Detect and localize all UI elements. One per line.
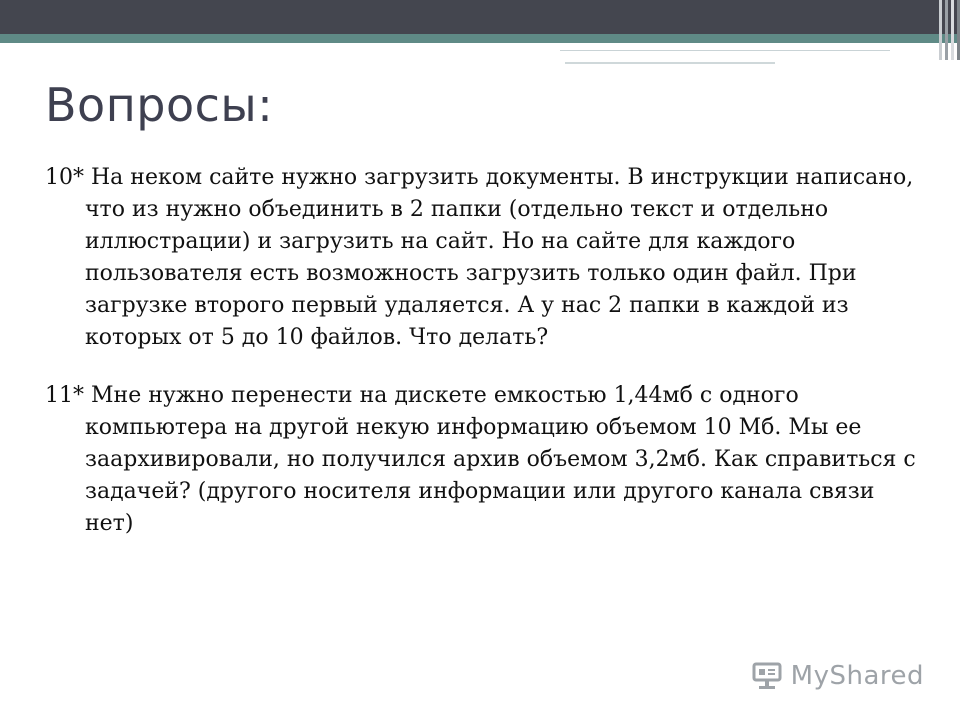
decorative-line <box>565 62 775 64</box>
slide-top-bar <box>0 0 960 34</box>
question-number: 10* <box>45 165 84 190</box>
slide-accent-bar <box>0 34 960 43</box>
decorative-line <box>560 50 890 53</box>
question-number: 11* <box>45 383 84 408</box>
question-text: На неком сайте нужно загрузить документы. В инструкции написано, что из нужно объединить в 2 папки (отдельно текст и отдельно иллюстрации) и загрузить на сайт. Но на сайте для каждого пользователя есть возможность загрузить только один файл. При загрузке второго первый удаляется. А у нас 2 папки в каждой из которых от 5 до 10 файлов. Что делать? <box>85 165 914 350</box>
slide-title: Вопросы: <box>45 78 274 132</box>
question-10 <box>45 162 925 354</box>
presentation-icon <box>751 661 785 691</box>
decorative-strips <box>930 0 960 60</box>
slide-content <box>45 162 925 566</box>
question-text: Мне нужно перенести на дискете емкостью 1,44мб с одного компьютера на другой некую информацию объемом 10 Мб. Мы ее заархивировали, но получился архив объемом 3,2мб. Как справиться с задачей? (другого носителя информации или другого канала связи нет) <box>85 383 916 536</box>
watermark-text: MyShared <box>790 661 924 691</box>
watermark-logo <box>751 656 924 696</box>
question-11 <box>45 380 925 540</box>
